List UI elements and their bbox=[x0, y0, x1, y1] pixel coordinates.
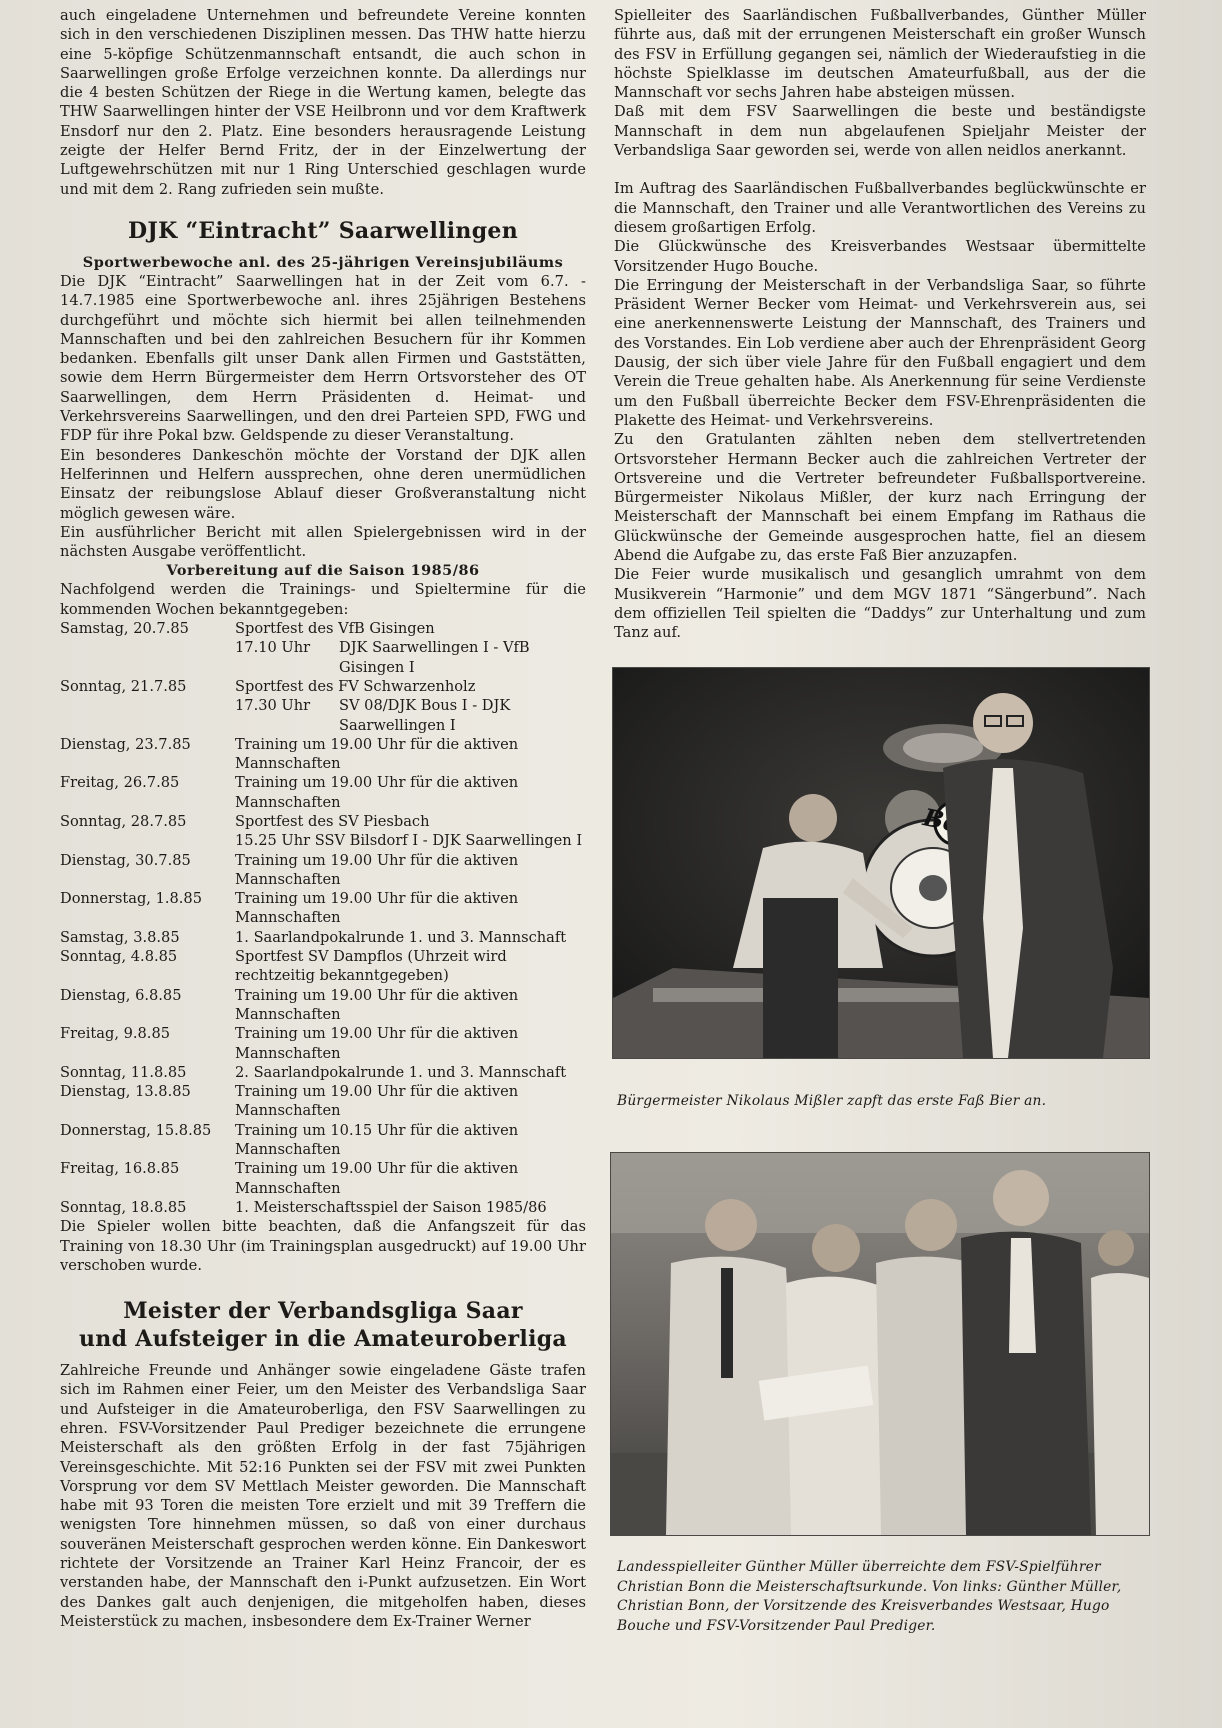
photo-beer-tapping-image bbox=[613, 668, 1149, 1058]
schedule-row bbox=[60, 1024, 586, 1063]
schedule-day: Donnerstag, 15.8.85 bbox=[60, 1121, 212, 1139]
schedule-row bbox=[60, 812, 586, 851]
schedule-event: 2. Saarlandpokalrunde 1. und 3. Mannschaft bbox=[235, 1063, 567, 1081]
schedule-event: Training um 19.00 Uhr für die aktiven Mannschaften bbox=[235, 1160, 519, 1197]
meister-paragraph: Zahlreiche Freunde und Anhänger sowie eingeladene Gäste trafen sich im Rahmen einer Feier, um den Meister des Verbandsliga Saar und Aufsteiger in die Amateuroberliga, den FSV Saarwellingen zu ehren. FSV-Vorsitzender Paul Prediger bezeichnete die errungene Meisterschaft als den größten Erfolg in der fast 75jährigen Vereinsgeschichte. Mit 52:16 Punkten sei der FSV mit zwei Punkten Vorsprung vor dem SV Mettlach Meister geworden. Die Mannschaft habe mit 93 Toren die meisten Tore erzielt und mit 39 Treffern die wenigsten Tore hinnehmen müssen, so daß von einer durchaus souveränen Meisterschaft gesprochen werden könne. Ein Dankeswort richtete der Vorsitzende an Trainer Karl Heinz Francoir, der es verstanden habe, der Mannschaft den i-Punkt aufzusetzen. Ein Wort des Dankes galt auch denjenigen, die mitgeholfen haben, dieses Meisterstück zu machen, insbesondere dem Ex-Trainer Werner bbox=[60, 1362, 586, 1630]
schedule-day: Sonntag, 21.7.85 bbox=[60, 677, 187, 695]
schedule-day: Sonntag, 11.8.85 bbox=[60, 1063, 187, 1081]
djk-paragraph-1: Die DJK “Eintracht” Saarwellingen hat in der Zeit vom 6.7. - 14.7.1985 eine Sportwerbewoche anl. ihres 25jährigen Bestehens durchgeführt und möchte sich hiermit bei allen teilnehmenden Mannschaften und bei den zahlreichen Besuchern für ihr Kommen bedanken. Ebenfalls gilt unser Dank allen Firmen und Gaststätten, sowie dem Herrn Bürgermeister dem Herrn Ortsvorsteher des OT Saarwellingen, dem Herrn Präsidenten d. Heimat- und Verkehrsvereins Saarwellingen, und den drei Parteien SPD, FWG und FDP für ihre Pokal bzw. Geldspende zu dieser Veranstaltung. bbox=[60, 272, 586, 445]
photo-beer-tapping bbox=[612, 667, 1150, 1059]
schedule-event: Training um 19.00 Uhr für die aktiven Mannschaften bbox=[235, 1025, 519, 1062]
schedule-event: 1. Saarlandpokalrunde 1. und 3. Mannschaft bbox=[235, 928, 567, 946]
schedule-row bbox=[60, 1198, 586, 1217]
meister-headline-line2: und Aufsteiger in die Amateuroberliga bbox=[79, 1326, 567, 1353]
schedule-day: Dienstag, 6.8.85 bbox=[60, 986, 182, 1004]
schedule-event: Training um 19.00 Uhr für die aktiven Mannschaften bbox=[235, 890, 519, 927]
meister-headline-line1: Meister der Verbandsgliga Saar bbox=[123, 1298, 523, 1325]
schedule-day: Sonntag, 4.8.85 bbox=[60, 948, 178, 966]
right-paragraph-7: Die Feier wurde musikalisch und gesanglich umrahmt von dem Musikverein “Harmonie” und dem MGV 1871 “Sängerbund”. Nach dem offiziellen Teil spielten die “Daddys” zur Unterhaltung und zum Tanz auf. bbox=[614, 566, 1146, 642]
schedule-day: Dienstag, 23.7.85 bbox=[60, 735, 191, 753]
schedule-event: Training um 19.00 Uhr für die aktiven Mannschaften bbox=[235, 986, 519, 1023]
schedule-day: Dienstag, 30.7.85 bbox=[60, 851, 191, 869]
schedule-row bbox=[60, 677, 586, 735]
schedule-row bbox=[60, 1082, 586, 1121]
schedule-day: Freitag, 26.7.85 bbox=[60, 774, 180, 792]
schedule-row bbox=[60, 1063, 586, 1082]
schedule-list bbox=[60, 619, 586, 1217]
right-paragraph-2: Daß mit dem FSV Saarwellingen die beste und beständigste Mannschaft in dem nun abgelaufenen Spieljahr Meister der Verbandsliga Saar geworden sei, werde von allen neidlos anerkannt. bbox=[614, 103, 1146, 160]
schedule-extra: 15.25 Uhr SSV Bilsdorf I - DJK Saarwellingen I bbox=[235, 832, 583, 850]
schedule-row bbox=[60, 735, 586, 774]
schedule-row bbox=[60, 947, 586, 986]
right-paragraph-4: Die Glückwünsche des Kreisverbandes Westsaar übermittelte Vorsitzender Hugo Bouche. bbox=[614, 238, 1146, 275]
photo-award-ceremony bbox=[610, 1152, 1150, 1536]
right-column bbox=[614, 6, 1146, 643]
meister-headline bbox=[60, 1297, 586, 1353]
schedule-match: DJK Saarwellingen I - VfB Gisingen I bbox=[339, 639, 530, 676]
schedule-day: Freitag, 16.8.85 bbox=[60, 1160, 180, 1178]
right-paragraph-3: Im Auftrag des Saarländischen Fußballverbandes beglückwünschte er die Mannschaft, den Trainer und alle Verantwortlichen des Vereins zu diesem großartigen Erfolg. bbox=[614, 180, 1146, 236]
schedule-row bbox=[60, 773, 586, 812]
thw-paragraph: auch eingeladene Unternehmen und befreundete Vereine konnten sich in den verschiedenen Disziplinen messen. Das THW hatte hierzu eine 5-köpfige Schützenmannschaft entsandt, die auch schon in Saarwellingen große Erfolge verzeichnen konnte. Da allerdings nur die 4 besten Schützen der Riege in die Wertung kamen, belegte das THW Saarwellingen hinter der VSE Heilbronn und vor dem Kraftwerk Ensdorf nur den 2. Platz. Eine besonders herausragende Leistung zeigte der Helfer Bernd Fritz, der in der Einzelwertung der Luftgewehrschützen mit nur 1 Ring Unterschied geschlagen wurde und mit dem 2. Rang zufrieden sein mußte. bbox=[60, 7, 586, 198]
schedule-event: Training um 10.15 Uhr für die aktiven Mannschaften bbox=[235, 1121, 519, 1159]
schedule-time: 17.10 Uhr bbox=[235, 639, 311, 657]
schedule-day: Donnerstag, 1.8.85 bbox=[60, 890, 202, 908]
schedule-event: Training um 19.00 Uhr für die aktiven Mannschaften bbox=[235, 774, 519, 811]
schedule-row bbox=[60, 851, 586, 890]
schedule-row bbox=[60, 928, 586, 947]
schedule-row bbox=[60, 889, 586, 928]
djk-headline: DJK “Eintracht” Saarwellingen bbox=[128, 217, 518, 244]
djk-paragraph-3: Ein ausführlicher Bericht mit allen Spielergebnissen wird in der nächsten Ausgabe veröffentlicht. bbox=[60, 523, 586, 561]
schedule-event: Sportfest des FV Schwarzenholz bbox=[235, 677, 476, 695]
schedule-event: Sportfest des SV Piesbach bbox=[235, 812, 430, 830]
schedule-day: Samstag, 20.7.85 bbox=[60, 620, 189, 638]
schedule-row bbox=[60, 986, 586, 1025]
schedule-day: Sonntag, 18.8.85 bbox=[60, 1198, 187, 1216]
schedule-event: Training um 19.00 Uhr für die aktiven Mannschaften bbox=[235, 1083, 519, 1120]
schedule-day: Samstag, 3.8.85 bbox=[60, 928, 180, 946]
photo-award-caption: Landesspielleiter Günther Müller überreichte dem FSV-Spielführer Christian Bonn die Meisterschaftsurkunde. Von links: Günther Müller, Christian Bonn, der Vorsitzende des Kreisverbandes Westsaar, Hugo Bouche und FSV-Vorsitzender Paul Prediger. bbox=[617, 1559, 1122, 1634]
schedule-event: Sportfest des VfB Gisingen bbox=[235, 620, 435, 638]
schedule-row bbox=[60, 1159, 586, 1198]
season-subheadline: Vorbereitung auf die Saison 1985/86 bbox=[166, 562, 480, 580]
schedule-match: SV 08/DJK Bous I - DJK Saarwellingen I bbox=[339, 697, 511, 734]
photo-beer-tapping-caption: Bürgermeister Nikolaus Mißler zapft das erste Faß Bier an. bbox=[617, 1093, 1047, 1109]
right-paragraph-5: Die Erringung der Meisterschaft in der Verbandsliga Saar, so führte Präsident Werner Becker vom Heimat- und Verkehrsverein aus, sei eine anerkennenswerte Leistung der Mannschaft, des Trainers und des Vorstandes. Ein Lob verdiene aber auch der Ehrenpräsident Georg Dausig, der sich über viele Jahre für den Fußball engagiert und dem Verein die Treue gehalten habe. Als Anerkennung für seine Verdienste um den Fußball überreichte Becker dem FSV-Ehrenpräsidenten die Plakette des Heimat- und Verkehrsvereins. bbox=[614, 276, 1146, 429]
season-intro: Nachfolgend werden die Trainings- und Spieltermine für die kommenden Wochen bekanntgegeben: bbox=[60, 581, 586, 618]
photo-award-ceremony-image bbox=[611, 1153, 1149, 1535]
schedule-event: 1. Meisterschaftsspiel der Saison 1985/86 bbox=[235, 1198, 547, 1216]
djk-subheadline: Sportwerbewoche anl. des 25-jährigen Vereinsjubiläums bbox=[82, 253, 564, 271]
schedule-event: Training um 19.00 Uhr für die aktiven Mannschaften bbox=[235, 735, 519, 773]
schedule-row bbox=[60, 1121, 586, 1160]
schedule-event: Training um 19.00 Uhr für die aktiven Mannschaften bbox=[235, 851, 519, 888]
schedule-day: Sonntag, 28.7.85 bbox=[60, 812, 187, 830]
schedule-time: 17.30 Uhr bbox=[235, 697, 311, 715]
right-paragraph-6: Zu den Gratulanten zählten neben dem stellvertretenden Ortsvorsteher Hermann Becker auch die zahlreichen Vertreter der Ortsvereine und die Vertreter befreundeter Fußballsportvereine. Bürgermeister Nikolaus Mißler, der kurz nach Erringung der Meisterschaft der Mannschaft bei einem Empfang im Rathaus die Glückwünsche der Gemeinde ausgesprochen hatte, fiel an diesem Abend die Aufgabe zu, das erste Faß Bier anzuzapfen. bbox=[614, 431, 1146, 565]
schedule-note: Die Spieler wollen bitte beachten, daß die Anfangszeit für das Training von 18.30 Uhr (im Trainingsplan ausgedruckt) auf 19.00 Uhr verschoben wurde. bbox=[60, 1218, 586, 1274]
right-paragraph-1: Spielleiter des Saarländischen Fußballverbandes, Günther Müller führte aus, daß mit der errungenen Meisterschaft ein großer Wunsch des FSV in Erfüllung gegangen sei, nämlich der Wiederaufstieg in die höchste Spielklasse im deutschen Amateurfußball, aus der die Mannschaft vor sechs Jahren habe absteigen müssen. bbox=[614, 7, 1146, 102]
schedule-day: Dienstag, 13.8.85 bbox=[60, 1083, 191, 1101]
schedule-row bbox=[60, 619, 586, 677]
djk-paragraph-2: Ein besonderes Dankeschön möchte der Vorstand der DJK allen Helferinnen und Helfern aussprechen, ohne deren unermüdlichen Einsatz der reibungslose Ablauf dieser Großveranstaltung nicht möglich gewesen wäre. bbox=[60, 446, 586, 522]
schedule-event: Sportfest SV Dampflos (Uhrzeit wird rechtzeitig bekanntgegeben) bbox=[235, 948, 507, 985]
left-column bbox=[60, 6, 586, 1631]
schedule-day: Freitag, 9.8.85 bbox=[60, 1025, 171, 1043]
